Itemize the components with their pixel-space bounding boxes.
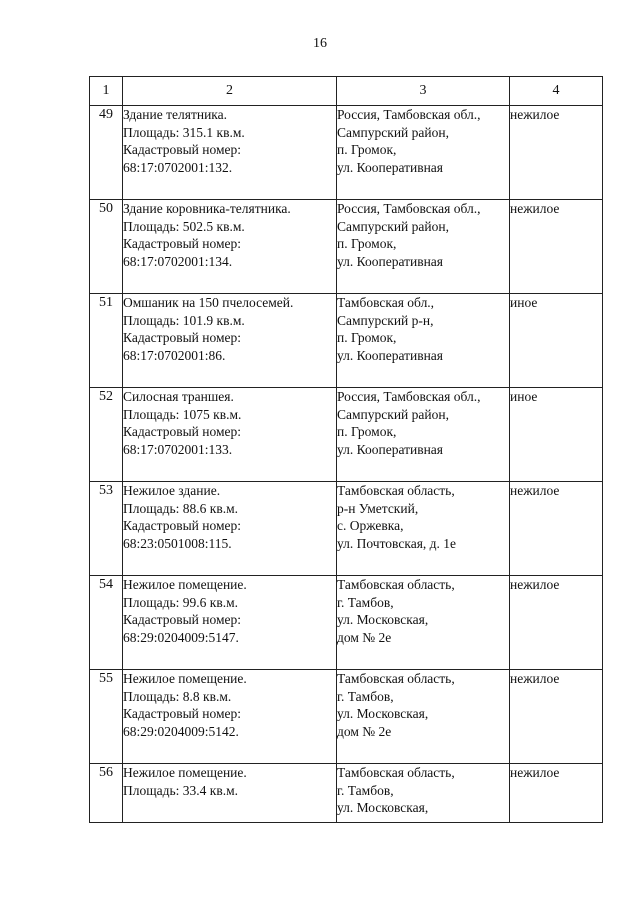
address-line: Россия, Тамбовская обл., (337, 389, 481, 404)
address-line: ул. Кооперативная (337, 441, 444, 457)
address-cell (337, 670, 510, 764)
address-line: Сампурский район, (337, 406, 449, 422)
address-line: г. Тамбов, (337, 688, 394, 704)
description-line: 68:17:0702001:86. (123, 347, 226, 363)
address-line: г. Тамбов, (337, 782, 394, 798)
description-cell (123, 388, 337, 482)
address-line: г. Тамбов, (337, 594, 394, 610)
row-number-cell: 51 (90, 294, 123, 388)
address-line: Россия, Тамбовская обл., (337, 107, 481, 122)
description-line: Кадастровый номер: (123, 612, 242, 627)
description-line: Кадастровый номер: (123, 236, 242, 251)
address-line: Тамбовская область, (337, 765, 455, 780)
description-line: Омшаник на 150 пчелосемей. (123, 295, 294, 310)
description-line: 68:17:0702001:132. (123, 159, 233, 175)
address-line: ул. Московская, (337, 800, 429, 815)
description-line: Здание коровника-телятника. (123, 201, 291, 216)
address-line: с. Оржевка, (337, 518, 404, 533)
description-cell (123, 106, 337, 200)
description-cell (123, 576, 337, 670)
row-number-cell: 54 (90, 576, 123, 670)
table-row (90, 576, 603, 670)
column-header: 1 (90, 77, 123, 106)
address-line: ул. Кооперативная (337, 253, 444, 269)
row-number-cell: 56 (90, 764, 123, 823)
address-line: п. Громок, (337, 330, 397, 345)
address-line: ул. Почтовская, д. 1е (337, 535, 457, 551)
description-line: Площадь: 33.4 кв.м. (123, 782, 239, 798)
description-line: Нежилое помещение. (123, 671, 247, 686)
description-line: Силосная траншея. (123, 389, 234, 404)
row-number-cell: 55 (90, 670, 123, 764)
description-line: Нежилое помещение. (123, 765, 247, 780)
description-line: Кадастровый номер: (123, 706, 242, 721)
description-line: Кадастровый номер: (123, 142, 242, 157)
property-type-cell: нежилое (510, 670, 603, 764)
description-line: 68:29:0204009:5142. (123, 723, 239, 739)
description-line: 68:17:0702001:134. (123, 253, 233, 269)
description-line: Площадь: 99.6 кв.м. (123, 594, 239, 610)
description-line: 68:17:0702001:133. (123, 441, 233, 457)
table-row (90, 294, 603, 388)
address-line: Тамбовская область, (337, 577, 455, 592)
description-line: Кадастровый номер: (123, 424, 242, 439)
property-type-cell: иное (510, 294, 603, 388)
address-cell (337, 764, 510, 823)
description-line: Площадь: 315.1 кв.м. (123, 124, 245, 140)
description-line: Площадь: 88.6 кв.м. (123, 500, 239, 516)
description-line: 68:29:0204009:5147. (123, 629, 239, 645)
property-table (89, 76, 603, 823)
row-number-cell: 53 (90, 482, 123, 576)
address-line: п. Громок, (337, 424, 397, 439)
address-cell (337, 388, 510, 482)
address-cell (337, 200, 510, 294)
address-line: ул. Московская, (337, 706, 429, 721)
description-line: Площадь: 1075 кв.м. (123, 406, 242, 422)
description-cell (123, 764, 337, 823)
table-row (90, 764, 603, 823)
description-line: 68:23:0501008:115. (123, 535, 232, 551)
description-line: Площадь: 8.8 кв.м. (123, 688, 232, 704)
address-line: дом № 2е (337, 723, 392, 739)
row-number-cell: 50 (90, 200, 123, 294)
address-line: Тамбовская область, (337, 483, 455, 498)
address-cell (337, 576, 510, 670)
column-header: 2 (123, 77, 337, 106)
description-line: Нежилое здание. (123, 483, 221, 498)
property-type-cell: иное (510, 388, 603, 482)
property-type-cell: нежилое (510, 200, 603, 294)
row-number-cell: 52 (90, 388, 123, 482)
address-line: п. Громок, (337, 236, 397, 251)
table-header-row (90, 77, 603, 106)
property-type-cell: нежилое (510, 482, 603, 576)
address-line: ул. Московская, (337, 612, 429, 627)
description-line: Кадастровый номер: (123, 518, 242, 533)
address-line: Сампурский р-н, (337, 312, 434, 328)
table-row (90, 106, 603, 200)
address-cell (337, 106, 510, 200)
address-line: Тамбовская обл., (337, 295, 435, 310)
property-type-cell: нежилое (510, 106, 603, 200)
address-cell (337, 294, 510, 388)
description-cell (123, 482, 337, 576)
address-line: Тамбовская область, (337, 671, 455, 686)
description-line: Здание телятника. (123, 107, 228, 122)
address-line: дом № 2е (337, 629, 392, 645)
description-cell (123, 294, 337, 388)
address-line: Сампурский район, (337, 218, 449, 234)
table-row (90, 388, 603, 482)
address-line: Сампурский район, (337, 124, 449, 140)
column-header: 3 (337, 77, 510, 106)
address-line: п. Громок, (337, 142, 397, 157)
description-line: Кадастровый номер: (123, 330, 242, 345)
property-type-cell: нежилое (510, 764, 603, 823)
row-number-cell: 49 (90, 106, 123, 200)
table-row (90, 200, 603, 294)
description-line: Нежилое помещение. (123, 577, 247, 592)
table-row (90, 482, 603, 576)
description-cell (123, 670, 337, 764)
description-line: Площадь: 101.9 кв.м. (123, 312, 245, 328)
description-cell (123, 200, 337, 294)
address-line: Россия, Тамбовская обл., (337, 201, 481, 216)
description-line: Площадь: 502.5 кв.м. (123, 218, 245, 234)
column-header: 4 (510, 77, 603, 106)
address-line: ул. Кооперативная (337, 347, 444, 363)
page-number: 16 (313, 36, 327, 51)
address-line: р-н Уметский, (337, 500, 419, 516)
address-cell (337, 482, 510, 576)
property-type-cell: нежилое (510, 576, 603, 670)
address-line: ул. Кооперативная (337, 159, 444, 175)
table-row (90, 670, 603, 764)
